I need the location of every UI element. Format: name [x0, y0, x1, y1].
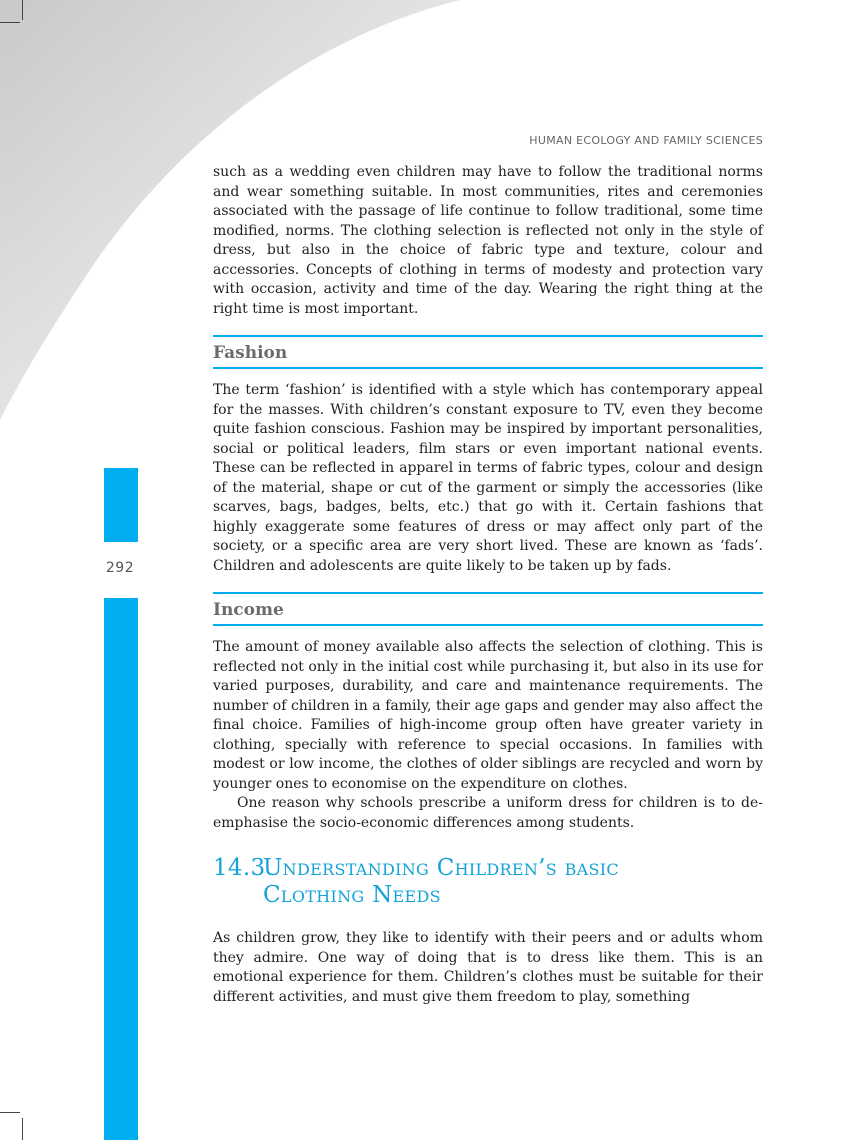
side-bar-upper — [104, 468, 138, 542]
running-head: HUMAN ECOLOGY AND FAMILY SCIENCES — [529, 134, 763, 147]
section-paragraph: As children grow, they like to identify with their peers and or adults whom they admire. One way of doing that is to dress like them. This is an emotional experience for them. Children’s clothes must be suitable for their different activities, and must give them freedom to play, something — [213, 930, 763, 1005]
income-paragraph-1: The amount of money available also affects the selection of clothing. This is reflected not only in the initial cost while purchasing it, but also in its use for varied purposes, durability, and care and maintenance requirements. The number of children in a family, their age gaps and gender may also affect the final choice. Families of high-income group often have greater variety in clothing, specially with reference to special occasions. In families with modest or low income, the clothes of older siblings are recycled and worn by younger ones to economise on the expenditure on clothes. — [213, 639, 763, 792]
crop-mark — [22, 1118, 23, 1140]
intro-paragraph: such as a wedding even children may have to follow the traditional norms and wear something suitable. In most communities, rites and ceremonies associated with the passage of life continue to follow traditional, some time modified, norms. The clothing selection is reflected not only in the style of dress, but also in the choice of fabric type and texture, colour and accessories. Concepts of clothing in terms of modesty and protection vary with occasion, activity and time of the day. Wearing the right thing at the right time is most important. — [213, 164, 763, 317]
crop-mark — [22, 0, 23, 20]
page-number: 292 — [105, 560, 135, 576]
side-bar-lower — [104, 598, 138, 1140]
crop-mark — [0, 1112, 20, 1113]
crop-mark — [0, 22, 20, 23]
income-paragraph-2: One reason why schools prescribe a uniform dress for children is to de-emphasise the socio-economic differences among students. — [213, 795, 763, 831]
main-content — [213, 163, 763, 1007]
section-number: 14.3 — [213, 855, 266, 881]
income-heading: Income — [213, 592, 763, 626]
fashion-heading: Fashion — [213, 335, 763, 369]
section-heading — [213, 855, 763, 909]
section-title-line2: Clothing Needs — [263, 882, 441, 908]
section-title-line1: Understanding Children’s basic — [263, 855, 619, 881]
fashion-paragraph: The term ‘fashion’ is identified with a style which has contemporary appeal for the masses. With children’s constant exposure to TV, even they become quite fashion conscious. Fashion may be inspired by important personalities, social or political leaders, film stars or even important national events. These can be reflected in apparel in terms of fabric types, colour and design of the material, shape or cut of the garment or simply the accessories (like scarves, bags, badges, belts, etc.) that go with it. Certain fashions that highly exaggerate some features of dress or may affect only part of the society, or a specific area are very short lived. These are known as ‘fads’. Children and adolescents are quite likely to be taken up by fads. — [213, 382, 763, 574]
